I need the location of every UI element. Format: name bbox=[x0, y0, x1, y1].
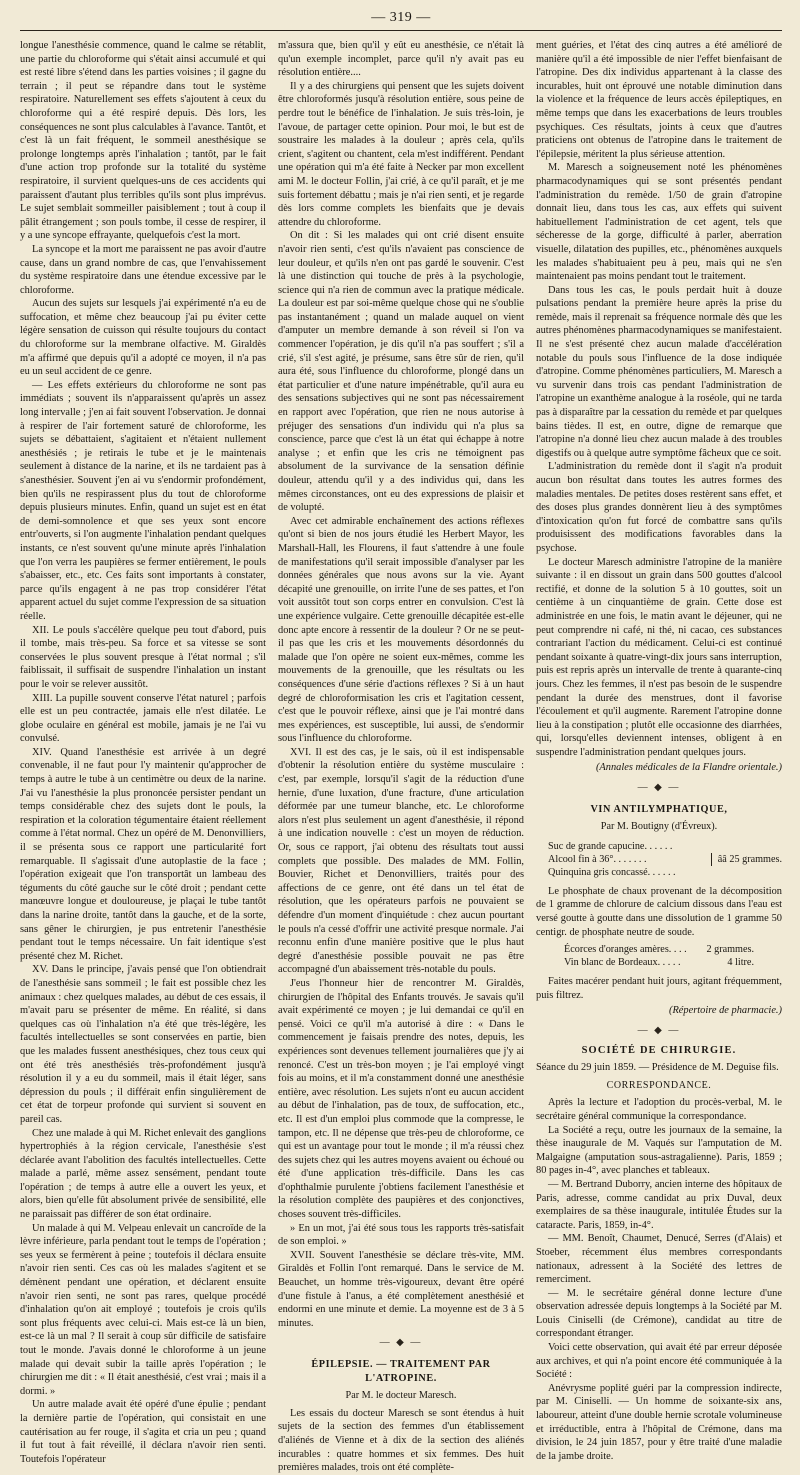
ingredient-quantity: 2 grammes. bbox=[706, 944, 754, 956]
paragraph: L'administration du remède dont il s'agit n'a produit aucun bon résultat dans toutes les autres formes des maladies mentales. De petites doses restèrent sans effet, et des doses plus grandes donnèrent lieu à des symptômes d'intoxication qu'on fut forcé de combattre sans qu'ils produisissent des modifications favorables dans la psychose. bbox=[536, 461, 782, 554]
ingredient-row bbox=[564, 956, 782, 969]
paragraph: Le phosphate de chaux provenant de la décomposition de 1 gramme de chlorure de calcium dissous dans l'eau est versé goutte à goutte dans une dissolution de 1 gramme 50 centigr. de phosphate neutre de soude. bbox=[536, 885, 782, 938]
source-citation: (Annales médicales de la Flandre orientale.) bbox=[595, 762, 782, 774]
paragraph: XVII. Souvent l'anesthésie se déclare très-vite, MM. Giraldès et Follin l'ont remarqué. Dans le service de M. Beauchet, un homme très-vigoureux, devant être opéré d'une fistule à l'anus, a été complètement anesthésié et endormi en une minute et demie. La moyenne est de 3 à 5 minutes. bbox=[278, 1249, 524, 1329]
section-divider: — ◆ — bbox=[379, 1337, 423, 1349]
paragraph: La Société a reçu, outre les journaux de la semaine, la thèse inaugurale de M. Vaqués sur l'amputation de M. Malgaigne (amputation sous-astragalienne). Paris, 1859 ; 80 pages in-4°, avec planches et tableaux. bbox=[536, 1124, 782, 1177]
ingredient: Vin blanc de Bordeaux. . . . . bbox=[564, 957, 681, 969]
source-citation: (Répertoire de pharmacie.) bbox=[668, 1005, 782, 1017]
paragraph: Dans tous les cas, le pouls perdait huit à douze pulsations pendant la première heure après la prise du remède, mais il reprenait sa fréquence normale dès que les autres phénomènes pharmacodynamiques se manifestaient. Il ne s'est présenté chez aucun malade d'accélération notable du pouls sous l'influence de la dose indiquée d'atropine. Comme phénomènes particuliers, M. Maresch a vu survenir dans trois cas pendant l'administration de l'atropine un exanthème analogue à la roséole, qui ne tarda pas à disparaître par la cessation du remède et par quelques bains tièdes. Il est, en outre, digne de remarque que l'atropine n'a donné lieu chez aucun malade à des troubles digestifs ou à quelque autre symptôme fâcheux que ce soit. bbox=[536, 284, 782, 459]
section-divider: — ◆ — bbox=[637, 1025, 681, 1036]
ingredient-quantity: ââ 25 grammes. bbox=[711, 853, 782, 866]
ingredient-row bbox=[564, 943, 782, 956]
ingredient-quantity: 4 litre. bbox=[727, 957, 754, 969]
paragraph: XVI. Il est des cas, je le sais, où il est indispensable d'obtenir la résolution entière du système musculaire : c'est, par exemple, lorsqu'il s'agit de la réduction d'une hernie, d'une luxation, d'une fracture, d'une articulation déformée par une tumeur blanche, etc. Le chloroforme alors n'est plus seulement un agent d'anesthésie, il répond à une indication nouvelle : c'est un moyen de réduction. Or, sous ce rapport, j'ai obtenu des résultats tout aussi complets que possible. Des malades de MM. Follin, Bouvier, Richet et Denonvilliers, traités pour des affections de ce genre, ont été dans un tel état de résolution, que les opérateurs parfois ne pouvaient se défendre d'un moment d'inquiétude : chez aucun pourtant le pouls n'a cessé d'offrir une activité presque normale. J'ai reconnu enfin d'une manière positive que le plus haut degré d'anesthésie possible pouvait ne pas être accompagné d'un abaissement très-notable du pouls. bbox=[278, 746, 524, 976]
paragraph: m'assura que, bien qu'il y eût eu anesthésie, ce n'était là qu'un exemple incomplet, parce qu'il n'y avait pas eu résolution entière.... bbox=[278, 40, 524, 79]
ingredient: Alcool fin à 36°. . . . . . . bbox=[548, 853, 647, 865]
paragraph: XV. Dans le principe, j'avais pensé que l'on obtiendrait de l'anesthésie sans sommeil ; le fait est possible chez les animaux : chez quelques malades, au début de ces essais, il m'avait paru se présenter de même. En réalité, si dans quelques cas où l'inhalation n'a été que très-légère, les facultés intellectuelles se sont conservées en partie, bien que les malades fussent anesthésiques, chez tous ceux qui ont été très anesthésiés très-profondément jusqu'à résolution il y a eu du sommeil, mais il était léger, sans dépression du pouls ; il différait enfin singulièrement de cet état de torpeur profonde qui survient si souvent en pareil cas. bbox=[20, 964, 266, 1125]
paragraph: Anévrysme poplité guéri par la compression indirecte, par M. Ciniselli. — Un homme de soixante-six ans, laboureur, atteint d'une double hernie scrotale volumineuse et irréductible, entra à l'hôpital de Crémone, dans ma division, le 24 juin 1857, pour y être traité d'une maladie de la jambe droite. bbox=[536, 1382, 782, 1462]
paragraph: XIII. La pupille souvent conserve l'état naturel ; parfois elle est un peu contractée, jamais elle n'est dilatée. Le globe oculaire en général est mobile, jamais je ne l'ai vu convulsé. bbox=[20, 692, 266, 745]
paragraph: longue l'anesthésie commence, quand le calme se rétablit, une partie du chloroforme qui s'était ainsi accumulé et qui est resté libre s'étend dans les parties voisines ; il gagne du terrain ; il peut se répandre dans tout le système respiratoire. Naturellement ses effets s'ajoutent à ceux du chloroforme qui a été respiré depuis. Dès lors, les conséquences ne sont plus calculables à l'avance. Tantôt, et c'est là un fait fréquent, le sommeil anesthésique se prolonge longtemps après l'inhalation ; tantôt, par le fait d'une action trop profonde sur la totalité du système respiratoire, il survient quelques-uns de ces accidents qui paraissent d'autant plus terribles qu'ils sont plus imprévus. Le sujet semblait sommeiller paisiblement ; tout à coup il pâlit étrangement ; son pouls tombe, il cesse de respirer, il y a une syncope effrayante, quelquefois c'est la mort. bbox=[20, 40, 266, 242]
paragraph: Voici cette observation, qui avait été par erreur déposée aux archives, et qui n'a point encore été communiquée à la Société : bbox=[536, 1342, 782, 1381]
paragraph: XII. Le pouls s'accélère quelque peu tout d'abord, puis il tombe, mais très-peu. Sa force et sa vitesse se sont conservées le plus souvent presque à l'état normal ; s'il faiblissait, il suffisait de suspendre l'inhalation un instant pour le voir se relever aussitôt. bbox=[20, 624, 266, 690]
section-author: Par M. le docteur Maresch. bbox=[345, 1390, 457, 1402]
ingredient: Écorces d'oranges amères. . . . bbox=[564, 944, 687, 956]
paragraph: Un autre malade avait été opéré d'une épulie ; pendant la dernière partie de l'opération, qui consistait en une cautérisation au fer rouge, il s'agita et cria un peu ; quand il fut tout à fait réveillé, il déclara n'avoir rien senti. Toutefois l'opérateur bbox=[20, 1399, 266, 1465]
paragraph: Aucun des sujets sur lesquels j'ai expérimenté n'a eu de suffocation, et même chez beaucoup j'ai pu éviter cette légère sensation de cuisson qui résulte toujours du contact du chloroforme sur la membrane olfactive. M. Giraldès m'a affirmé que depuis qu'il a adopté ce moyen, il n'a pas eu un seul accident de ce genre. bbox=[20, 298, 266, 378]
section-title: ÉPILEPSIE. — TRAITEMENT PAR L'ATROPINE. bbox=[311, 1359, 491, 1384]
paragraph: Un malade à qui M. Velpeau enlevait un cancroïde de la lèvre inférieure, parla pendant tout le temps de l'opération ; ses yeux se fermèrent à peine ; toutefois il déclara ensuite n'avoir rien senti. Ces cas où les malades s'agitent et se démènent pendant une opération, et déclarent ensuite n'avoir rien senti, ne sont pas rares, quelque procédé d'inhalation qu'on ait employé ; toutefois je crois qu'ils sont plus fréquents avec celui-ci. Mais est-ce là un bien, est-ce là un mal ? Il serait à coup sûr difficile de satisfaire tout le monde. J'avais donné le chloroforme à un jeune malade qui devait subir la taille après l'opération ; le chirurgien me dit : « Il était anesthésié, c'est vrai ; mais il a dormi. » bbox=[20, 1222, 266, 1397]
section-title: SOCIÉTÉ DE CHIRURGIE. bbox=[581, 1044, 737, 1056]
paragraph: Les essais du docteur Maresch se sont étendus à huit sujets de la section des femmes d'un établissement d'aliénés de Vienne et à dix de la section des aliénés incurables : quatre hommes et six femmes. Des huit premières malades, trois ont été complète- bbox=[278, 1407, 524, 1474]
paragraph: Avec cet admirable enchaînement des actions réflexes qu'ont si bien de nos jours étudié les Herbert Mayor, les Marshall-Hall, les Flourens, il faut s'attendre à une foule de manifestations qu'il serait impossible d'analyser par les données générales que nous avons sur la vie. Ayant décapité une grenouille, on irrite l'une de ses pattes, et l'on voit aussitôt tout son corps entrer en convulsion. C'est là une expérience vulgaire. Cette grenouille décapitée est-elle donc apte encore à ressentir de la douleur ? Or ne se peut-il pas que les cris et les mouvements désordonnés du malade que l'on opère ne soient eux-mêmes, comme les mouvements de la grenouille, que les résultats ou les conséquences d'une série d'actions réflexes ? Si à un haut degré de chloroformisation les cris et l'agitation cessent, c'est que le pouvoir réflexe, ainsi que je l'ai montré dans mes expériences, est susceptible, lui aussi, de s'endormir sous l'influence du chloroforme. bbox=[278, 515, 524, 745]
paragraph: J'eus l'honneur hier de rencontrer M. Giraldès, chirurgien de l'hôpital des Enfants trouvés. Je savais qu'il avait expérimenté ce moyen ; je lui demandai ce qu'il en pensé. Voici ce qu'il m'a autorisé à dire : « Dans le commencement je faisais prendre des notes, depuis, les expériences sont devenues tellement journalières que j'y ai renoncé. C'est un très-bon moyen ; je l'ai employé vingt fois au moins, et il m'a constamment donné une anesthésie entière, avec résolution. Les sujets n'ont eu aucun accident au début de l'inhalation, pas de toux, de suffocation, etc., etc. Il est d'un emploi plus commode que la compresse, le tampon, etc. Il ne dépense que très-peu de chloroforme, ce qui est un avantage pour tout le monde ; il m'a réussi chez des sujets chez qui les autres moyens avaient ou échoué ou été d'une application très-difficile. Dans les cas d'ophthalmie purulente j'obtiens facilement l'anesthésie et la résolution complète des paupières et des conjonctives, choses souvent très-difficiles. bbox=[278, 977, 524, 1221]
paragraph: Le docteur Maresch administre l'atropine de la manière suivante : il en dissout un grain dans 500 gouttes d'alcool rectifié, et donne de la solution 5 à 10 gouttes, soit un centième à un cinquantième de grain. Cette dose est administrée en une fois, le matin avant le déjeuner, qui ne peut comprendre ni café, ni thé, ni cacao, ces substances contrariant l'action du médicament. Celui-ci est continué pendant soixante à quatre-vingt-dix jours sans interruption, puis est repris après un intervalle de trente à quarante-cinq jours. Chez les femmes, il n'est pas besoin de le suspendre pendant la durée des menstrues, dont il favorise l'écoulement et qu'il augmente. Rarement l'atropine donne lieu à la constipation ; plutôt elle occasionne des diarrhées, qui, lorsqu'elles deviennent intenses, obligent à en suspendre l'administration pendant quelques jours. bbox=[536, 556, 782, 758]
session-line: Séance du 29 juin 1859. — Présidence de M. Deguise fils. bbox=[536, 1062, 779, 1074]
paragraph: — Les effets extérieurs du chloroforme ne sont pas immédiats ; souvent ils n'apparaissent qu'après un assez long intervalle ; j'en ai fait souvent l'observation. Je donnai à respirer de l'air fortement saturé de chloroforme, les sujets se débattaient, s'agitaient et n'étaient nullement anesthésiés ; je retirais le tube et je le maintenais seulement à distance de la narine, et ils ne tardaient pas à s'anesthésier. Souvent j'en ai vu s'endormir profondément, bien qu'ils ne respirassent plus du tout de chloroforme depuis plusieurs minutes. Enfin, quand un sujet est en état de demi-somnolence et que ses yeux sont encore entr'ouverts, si l'on augmente l'inhalation pendant quelques instants, ce n'est souvent qu'une minute après l'inhalation que l'on verra les paupières se fermer entièrement, le pouls s'abaisser, etc., etc. Ces faits sont importants à constater, parce qu'ils engagent à ne pas trop considérer l'état apparent actuel du sujet comme l'expression de sa situation réelle. bbox=[20, 379, 266, 622]
column-1 bbox=[20, 39, 266, 1475]
ingredient: Quinquina gris concassé. . . . . . bbox=[548, 866, 676, 878]
paragraph: — M. Bertrand Duborry, ancien interne des hôpitaux de Paris, adresse, comme candidat au prix Duval, deux exemplaires de sa thèse inaugurale, intitulée Études sur la cataracte. Paris, 1859, in-4°. bbox=[536, 1178, 782, 1231]
paragraph: On dit : Si les malades qui ont crié disent ensuite n'avoir rien senti, c'est qu'ils n'avaient pas conscience de leur douleur, et qu'ils n'en ont pas gardé le souvenir. C'est là une distinction qui touche de près à la psychologie, science qui n'a rien de commun avec la pratique médicale. La douleur est par soi-même quelque chose qui ne s'oublie pas instantanément ; quand un malade auquel on vient d'amputer un membre demande à son réveil si l'on va commencer l'opération, je dis qu'il n'a pas souffert ; s'il a crié, s'il s'est agité, je présume, sans être sûr de rien, qu'il aura été, sous l'influence du chloroforme, plongé dans un état particulier et d'une nature impénétrable, qu'il aura eu des sensations subjectives qui ne sont pas nécessairement en rapport avec l'opération, que rien ne nous autorise à préjuger des sensations d'un individu qui n'a plus sa conscience, parce que c'est là un état qui échappe à notre analyse ; et enfin que les cris ne témoignent pas absolument de la survivance de la sensation définie douleur, attendu qu'il y a des individus qui, dans les mêmes circonstances, ont eu des expressions de plaisir et de volupté. bbox=[278, 230, 524, 514]
paragraph: Faites macérer pendant huit jours, agitant fréquemment, puis filtrez. bbox=[536, 976, 782, 1001]
recipe-ingredients-2 bbox=[564, 943, 782, 969]
section-divider: — ◆ — bbox=[637, 782, 681, 794]
paragraph: Après la lecture et l'adoption du procès-verbal, M. le secrétaire général communique la correspondance. bbox=[536, 1097, 782, 1122]
paragraph: ment guéries, et l'état des cinq autres a été amélioré de manière qu'il a été impossible de nier l'effet bienfaisant de l'atropine. Des dix individus appartenant à la classe des incurables, huit ont éprouvé une notable diminution dans la violence et la fréquence de leurs accès épileptiques, en même temps que dans les exacerbations de leurs troubles psychiques. Ces résultats, joints à ceux que d'autres praticiens ont obtenus de l'atropine dans le traitement de l'épilepsie, méritent la plus sérieuse attention. bbox=[536, 40, 782, 160]
page-number: — 319 — bbox=[371, 10, 431, 25]
paragraph: — M. le secrétaire général donne lecture d'une observation adressée depuis longtemps à la Société par M. Louis Ciniselli (de Crémone), candidat au titre de correspondant étranger. bbox=[536, 1287, 782, 1340]
paragraph: M. Maresch a soigneusement noté les phénomènes pharmacodynamiques qui se sont présentés pendant l'administration du remède. 1/50 de grain d'atropine donnait lieu, dans tous les cas, aux effets qui suivent habituellement l'administration de cet agent, tels que sécheresse de la gorge, difficulté à parler, aberration visuelle, dilatation des pupilles, etc., phénomènes auxquels les malades s'habituaient peu à peu, mais qui ne s'en maintenaient pas moins pendant tout le traitement. bbox=[536, 162, 782, 283]
ingredient-list bbox=[548, 840, 705, 879]
paragraph: La syncope et la mort me paraissent ne pas avoir d'autre cause, dans un grand nombre de cas, que l'envahissement du système respiratoire dans une étendue excessive par le chloroforme. bbox=[20, 243, 266, 296]
ingredient: Suc de grande capucine. . . . . . bbox=[548, 840, 673, 852]
page-header bbox=[20, 8, 782, 31]
subsection-title: CORRESPONDANCE. bbox=[606, 1079, 712, 1091]
section-title: VIN ANTILYMPHATIQUE, bbox=[590, 803, 728, 815]
text-columns bbox=[20, 39, 782, 1474]
paragraph: XIV. Quand l'anesthésie est arrivée à un degré convenable, il ne faut pour l'y maintenir qu'approcher de temps à autre le tube à un centimètre ou deux de la narine. J'ai vu l'anesthésie la plus prononcée persister pendant un temps considérable chez des sujets dont le pouls, la respiration et la coloration tégumentaire étaient réellement comme à l'état normal. Chez un opéré de M. Denonvilliers, il se présenta sous ce rapport une particularité fort remarquable. Il s'agissait d'une autoplastie de la face ; l'opération exigeait que l'on transportât un lambeau des téguments du côté gauche sur le côté droit ; pendant cette manœuvre longue et douloureuse, je plaçai le tube tantôt dans la narine droite, tantôt dans la gauche, et de la sorte, sans gêner le chirurgien, je pus entretenir l'anesthésie pendant tout le temps nécessaire. Un fait identique s'est présenté chez M. Richet. bbox=[20, 746, 266, 962]
recipe-ingredients bbox=[548, 840, 782, 879]
paragraph: » En un mot, j'ai été sous tous les rapports très-satisfait de son emploi. » bbox=[278, 1222, 524, 1248]
column-3 bbox=[536, 39, 782, 1475]
paragraph: Il y a des chirurgiens qui pensent que les sujets doivent être chloroformés jusqu'à résolution entière, sous peine de perdre tout le bénéfice de l'inhalation. Je suis très-loin, je l'avoue, de partager cette opinion. Pour moi, le but est de soustraire les malades à la douleur ; après cela, qu'ils crient, s'agitent ou chantent, cela m'est indifférent. Pendant une opération qui m'a été faite à Necker par mon excellent ami M. le docteur Follin, j'ai crié, à ce qu'il paraît, et je me suis fortement débattu ; mais je n'ai rien senti, et je regarde dès lors comme complets les bienfaits que je devais attendre du chloroforme. bbox=[278, 80, 524, 228]
paragraph: Chez une malade à qui M. Richet enlevait des ganglions hypertrophiés à la région cervicale, l'anesthésie s'est déclarée avant l'abolition des facultés intellectuelles. Cette malade a parlé, même assez sensément, pendant toute l'opération ; de temps à autre elle a ouvert les yeux, et alors, bien qu'elle fût absolument privée de sensibilité, elle ne paraissait pas différer de son état ordinaire. bbox=[20, 1127, 266, 1221]
paragraph: — MM. Benoît, Chaumet, Denucé, Serres (d'Alais) et Stoeber, récemment élus membres correspondants nationaux, adressent à la Société des lettres de remerciment. bbox=[536, 1233, 782, 1286]
column-2 bbox=[278, 39, 524, 1475]
section-author: Par M. Boutigny (d'Évreux). bbox=[600, 821, 718, 833]
